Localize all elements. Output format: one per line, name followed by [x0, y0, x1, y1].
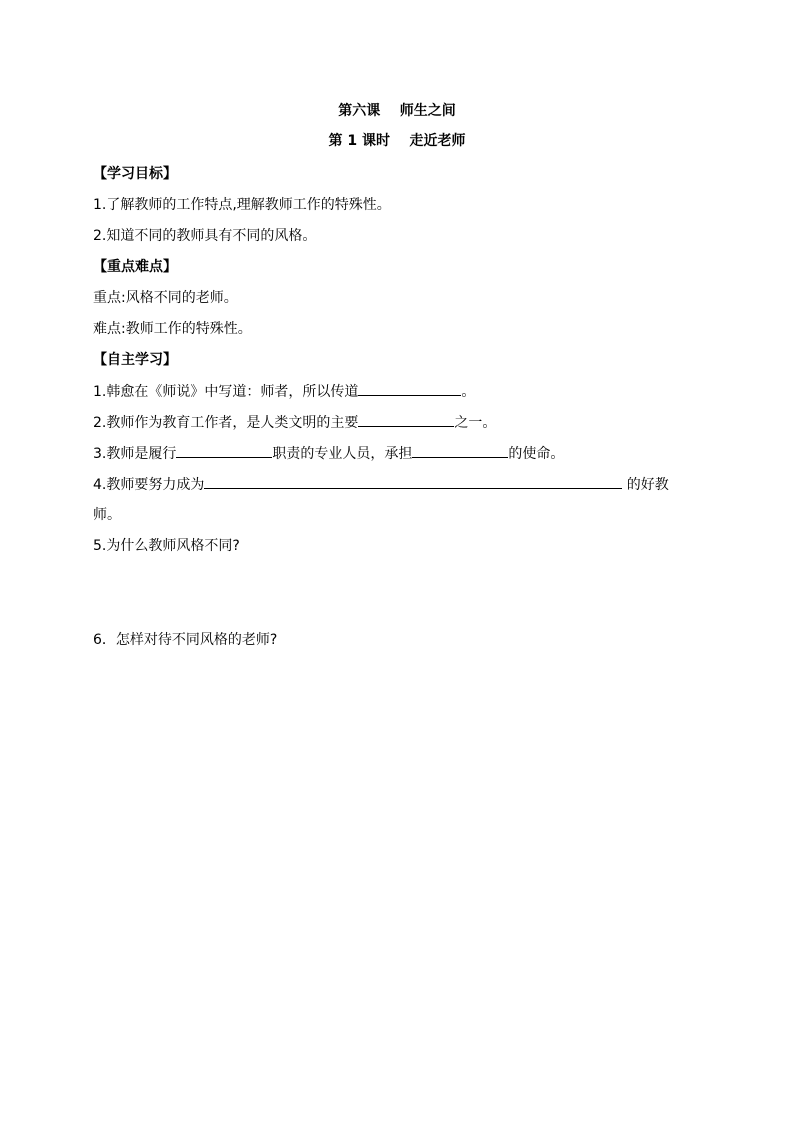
question-4-continued: 师。 [93, 507, 121, 523]
question-3-text: 3.教师是履行 [93, 446, 177, 462]
question-3-blank-2[interactable] [412, 443, 508, 458]
key-point-focus: 重点:风格不同的老师。 [93, 290, 238, 306]
objective-item-1: 1.了解教师的工作特点,理解教师工作的特殊性。 [93, 197, 391, 213]
question-3 [93, 443, 564, 464]
objective-item-2: 2.知道不同的教师具有不同的风格。 [93, 228, 317, 244]
question-4-end: 的好教 [622, 477, 669, 493]
self-study-heading: 【自主学习】 [93, 352, 177, 368]
question-2 [93, 412, 496, 433]
lesson-title: 第六课 师生之间 [338, 103, 456, 119]
question-4-blank[interactable] [204, 474, 622, 489]
question-4 [93, 474, 669, 495]
question-2-end: 之一。 [454, 415, 497, 431]
question-2-text: 2.教师作为教育工作者，是人类文明的主要 [93, 415, 359, 431]
period-title: 第 1 课时 走近老师 [328, 133, 466, 149]
objectives-heading: 【学习目标】 [93, 166, 177, 182]
question-6: 6．怎样对待不同风格的老师? [93, 632, 278, 648]
key-point-difficulty: 难点:教师工作的特殊性。 [93, 321, 252, 337]
question-3-end: 的使命。 [508, 446, 565, 462]
question-4-text: 4.教师要努力成为 [93, 477, 205, 493]
question-3-blank-1[interactable] [176, 443, 272, 458]
key-points-heading: 【重点难点】 [93, 259, 177, 275]
question-1-end: 。 [461, 384, 476, 400]
question-1-text: 1.韩愈在《师说》中写道：师者，所以传道 [93, 384, 359, 400]
question-1 [93, 381, 475, 402]
question-2-blank[interactable] [358, 412, 454, 427]
question-1-blank[interactable] [358, 381, 461, 396]
question-3-mid: 职责的专业人员，承担 [272, 446, 413, 462]
question-5: 5.为什么教师风格不同? [93, 538, 240, 554]
